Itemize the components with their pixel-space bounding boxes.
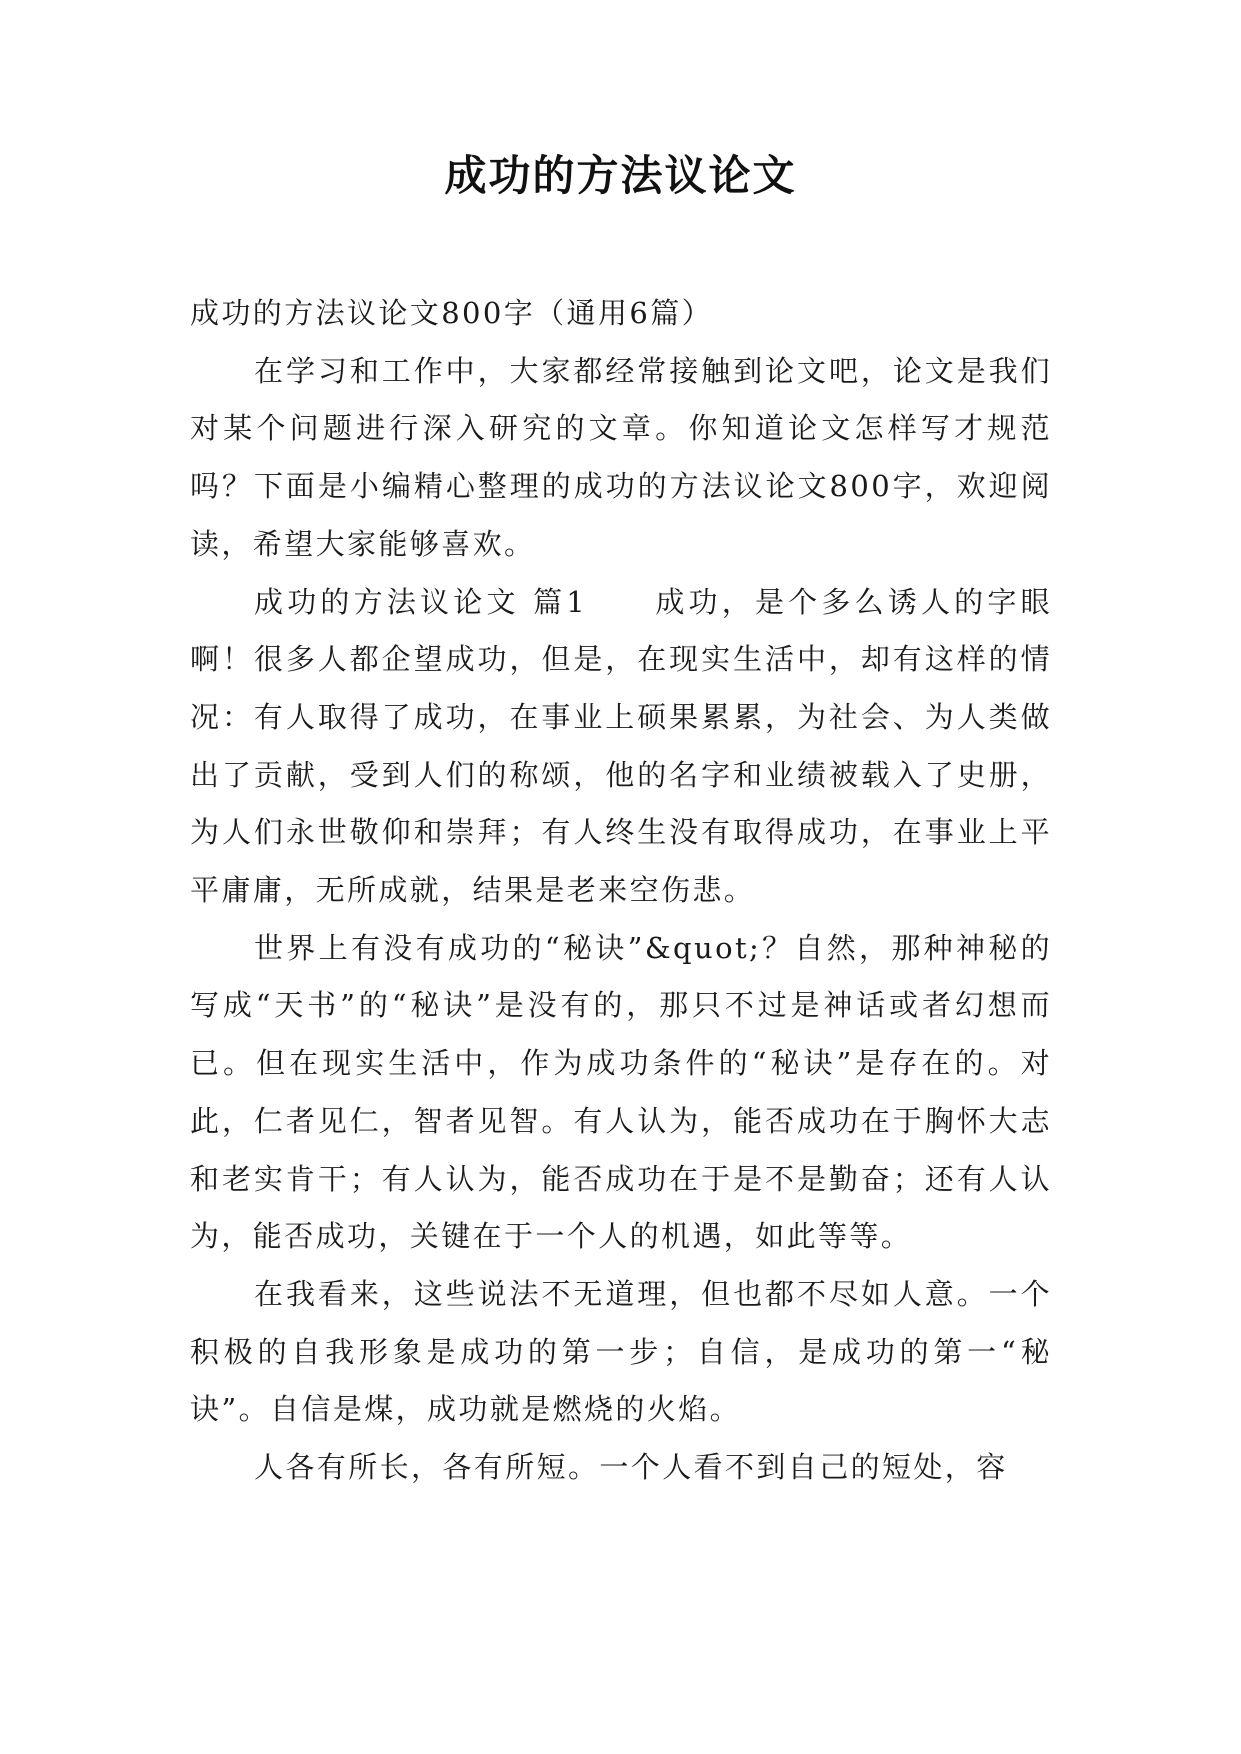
intro-paragraph: 在学习和工作中，大家都经常接触到论文吧，论文是我们对某个问题进行深入研究的文章。你知道论文怎样写才规范吗？下面是小编精心整理的成功的方法议论文800字，欢迎阅读，希望大家能够喜欢。	[190, 353, 1052, 561]
subtitle-paragraph: 成功的方法议论文800字（通用6篇）	[190, 296, 714, 330]
essay-1-paragraph-3: 在我看来，这些说法不无道理，但也都不尽如人意。一个积极的自我形象是成功的第一步；自信，是成功的第一“秘诀”。自信是煤，成功就是燃烧的火焰。	[190, 1276, 1052, 1427]
document-title: 成功的方法议论文	[444, 151, 797, 200]
document-body	[190, 285, 1052, 1497]
essay-1-paragraph-2: 世界上有没有成功的“秘诀”&quot;？自然，那种神秘的写成“天书”的“秘诀”是没有的，那只不过是神话或者幻想而已。但在现实生活中，作为成功条件的“秘诀”是存在的。对此，仁者见仁，智者见智。有人认为，能否成功在于胸怀大志和老实肯干；有人认为，能否成功在于是不是勤奋；还有人认为，能否成功，关键在于一个人的机遇，如此等等。	[190, 930, 1052, 1254]
essay-1-paragraph-4: 人各有所长，各有所短。一个人看不到自己的短处，容	[254, 1450, 1008, 1485]
essay-1-paragraph-1: 成功的方法议论文 篇1 成功，是个多么诱人的字眼啊！很多人都企望成功，但是，在现实生活中，却有这样的情况：有人取得了成功，在事业上硕果累累，为社会、为人类做出了贡献，受到人们的称颂，他的名字和业绩被载入了史册，为人们永世敬仰和崇拜；有人终生没有取得成功，在事业上平平庸庸，无所成就，结果是老来空伤悲。	[190, 584, 1052, 908]
